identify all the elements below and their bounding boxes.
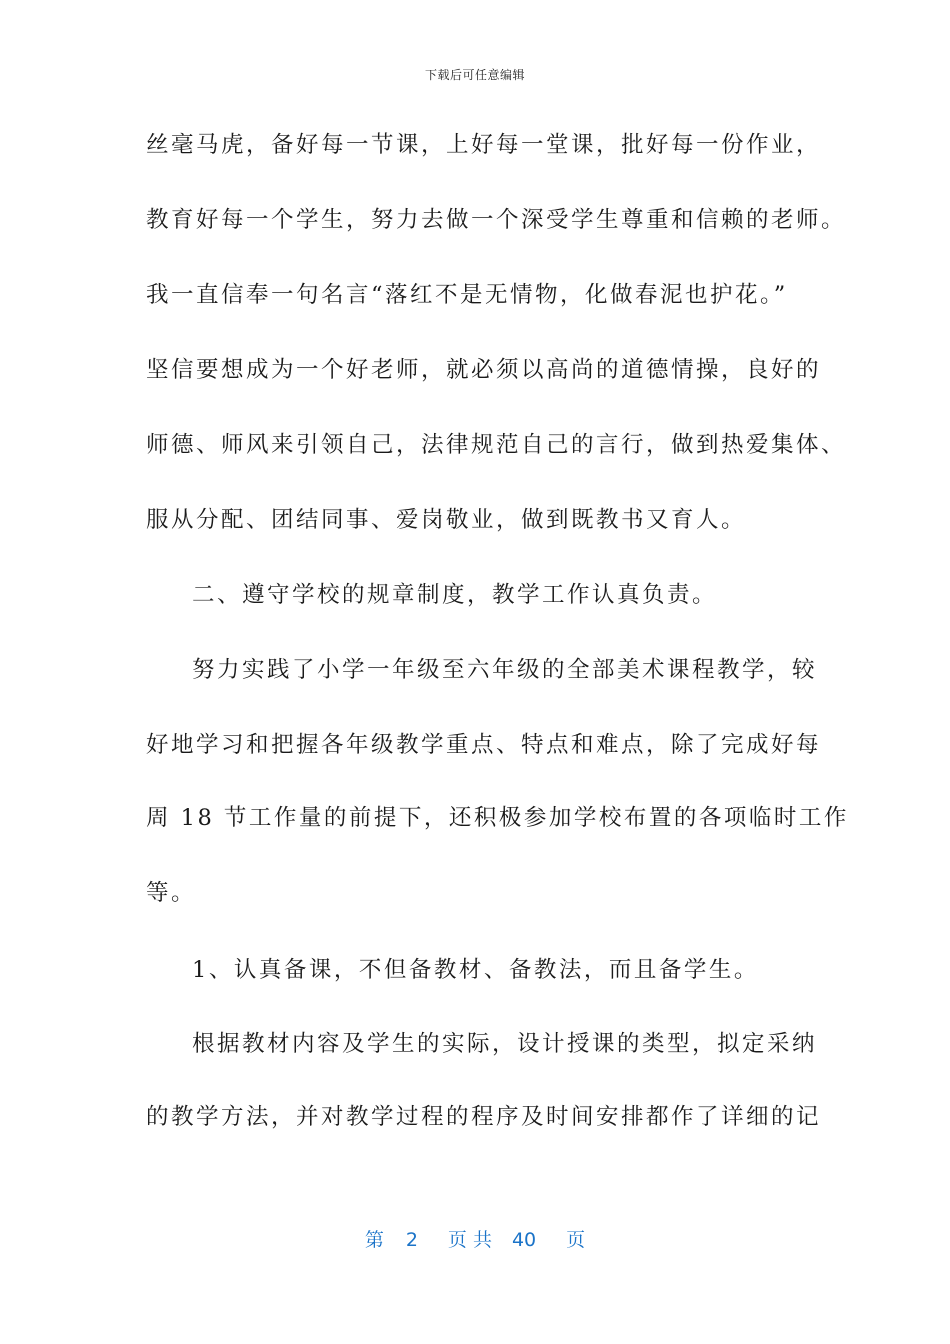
footer-current-page: 2 [405,1229,418,1251]
body-line-5: 师德、师风来引领自己，法律规范自己的言行，做到热爱集体、 [146,432,847,458]
footer-mid: 页 共 [447,1229,492,1251]
body-line-11: 等。 [146,880,197,906]
page-footer [0,1225,950,1252]
body-line-2: 教育好每一个学生，努力去做一个深受学生尊重和信赖的老师。 [146,207,847,233]
footer-total-pages: 40 [511,1229,537,1251]
body-line-3: 我一直信奉一句名言“落红不是无情物，化做春泥也护花。” [146,282,788,308]
footer-prefix: 第 [364,1229,384,1251]
section-heading: 二、遵守学校的规章制度，教学工作认真负责。 [192,582,718,608]
body-line-8: 努力实践了小学一年级至六年级的全部美术课程教学，较 [192,657,818,683]
body-line-1: 丝毫马虎，备好每一节课，上好每一堂课，批好每一份作业， [146,132,822,158]
list-item-heading: 1、认真备课，不但备教材、备教法，而且备学生。 [192,957,759,983]
body-line-14: 的教学方法，并对教学过程的程序及时间安排都作了详细的记 [146,1104,822,1130]
body-line-4: 坚信要想成为一个好老师，就必须以高尚的道德情操，良好的 [146,357,822,383]
body-line-6: 服从分配、团结同事、爱岗敬业，做到既教书又育人。 [146,507,747,533]
body-line-13: 根据教材内容及学生的实际，设计授课的类型，拟定采纳 [192,1031,818,1057]
body-line-10: 周 18 节工作量的前提下，还积极参加学校布置的各项临时工作 [146,805,849,831]
page-header: 下载后可任意编辑 [424,68,525,82]
body-line-9: 好地学习和把握各年级教学重点、特点和难点，除了完成好每 [146,732,822,758]
footer-suffix: 页 [566,1229,586,1251]
